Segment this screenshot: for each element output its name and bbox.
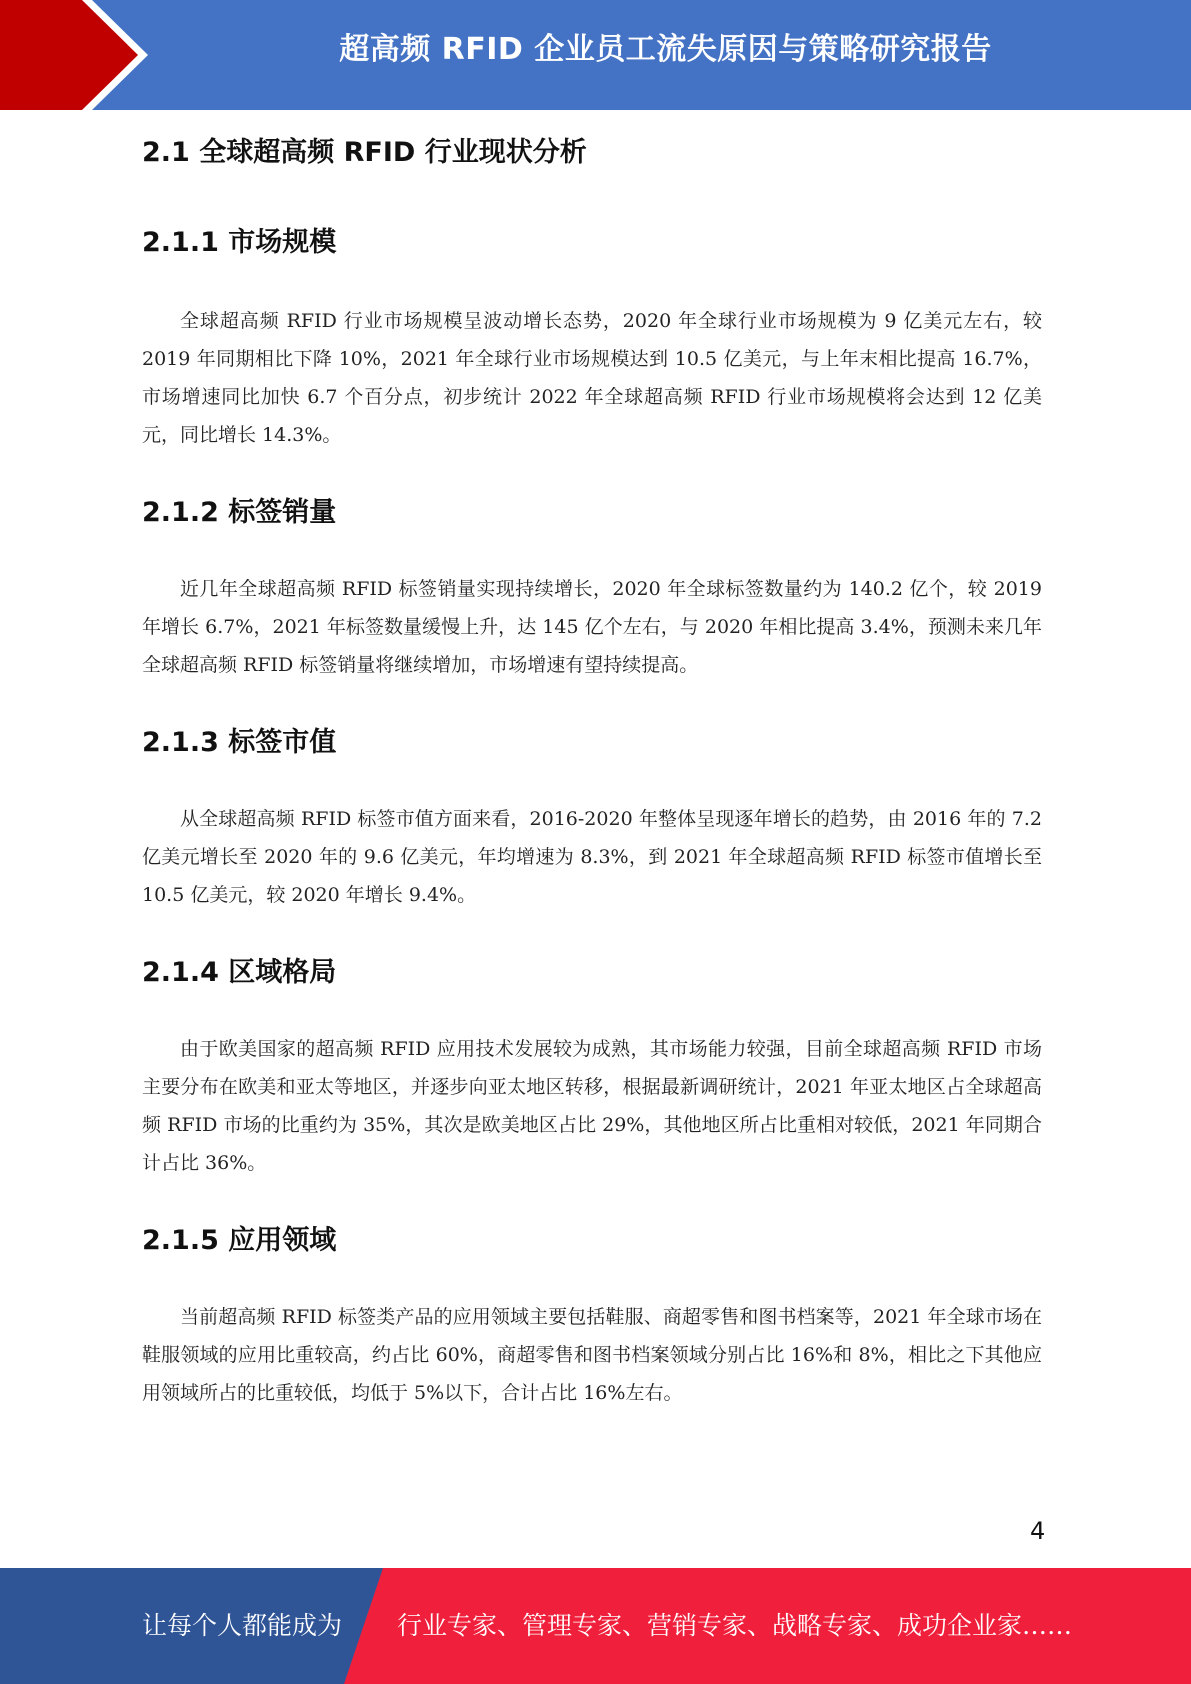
- paragraph-tag-sales: 近几年全球超高频 RFID 标签销量实现持续增长，2020 年全球标签数量约为 140.2 亿个，较 2019 年增长 6.7%，2021 年标签数量缓慢上升，达 145 亿个左右，与 2020 年相比提高 3.4%，预测未来几年全球超高频 RFID 标签销量将继续增加，市场增速有望持续提高。: [142, 578, 1042, 676]
- paragraph-market-size: 全球超高频 RFID 行业市场规模呈波动增长态势，2020 年全球行业市场规模为 9 亿美元左右，较 2019 年同期相比下降 10%，2021 年全球行业市场规模达到 10.5 亿美元，与上年末相比提高 16.7%，市场增速同比加快 6.7 个百分点，初步统计 2022 年全球超高频 RFID 行业市场规模将会达到 12 亿美元，同比增长 14.3%。: [142, 310, 1042, 446]
- page-number: 4: [1030, 1517, 1046, 1545]
- footer-slogan-left: 让每个人都能成为: [142, 1611, 343, 1640]
- subsection-heading-tag-sales: 2.1.2 标签销量: [142, 497, 337, 528]
- section-heading: 2.1 全球超高频 RFID 行业现状分析: [142, 137, 587, 168]
- subsection-heading-market-size: 2.1.1 市场规模: [142, 227, 337, 258]
- header-title: 超高频 RFID 企业员工流失原因与策略研究报告: [339, 32, 992, 67]
- subsection-heading-tag-value: 2.1.3 标签市值: [142, 727, 337, 758]
- subsection-heading-application: 2.1.5 应用领域: [142, 1225, 337, 1256]
- header-banner: [0, 0, 1191, 110]
- footer-banner: [0, 1568, 1191, 1684]
- footer-slogan-right: 行业专家、管理专家、营销专家、战略专家、成功企业家……: [397, 1611, 1073, 1640]
- header-arrow-icon: [0, 0, 160, 110]
- paragraph-application: 当前超高频 RFID 标签类产品的应用领域主要包括鞋服、商超零售和图书档案等，2021 年全球市场在鞋服领域的应用比重较高，约占比 60%，商超零售和图书档案领域分别占比 16%和 8%，相比之下其他应用领域所占的比重较低，均低于 5%以下，合计占比 16%左右。: [142, 1306, 1042, 1404]
- paragraph-tag-value: 从全球超高频 RFID 标签市值方面来看，2016-2020 年整体呈现逐年增长的趋势，由 2016 年的 7.2 亿美元增长至 2020 年的 9.6 亿美元，年均增速为 8.3%，到 2021 年全球超高频 RFID 标签市值增长至 10.5 亿美元，较 2020 年增长 9.4%。: [142, 808, 1042, 906]
- paragraph-regional: 由于欧美国家的超高频 RFID 应用技术发展较为成熟，其市场能力较强，目前全球超高频 RFID 市场主要分布在欧美和亚太等地区，并逐步向亚太地区转移，根据最新调研统计，2021 年亚太地区占全球超高频 RFID 市场的比重约为 35%，其次是欧美地区占比 29%，其他地区所占比重相对较低，2021 年同期合计占比 36%。: [142, 1038, 1042, 1174]
- subsection-heading-regional: 2.1.4 区域格局: [142, 957, 337, 988]
